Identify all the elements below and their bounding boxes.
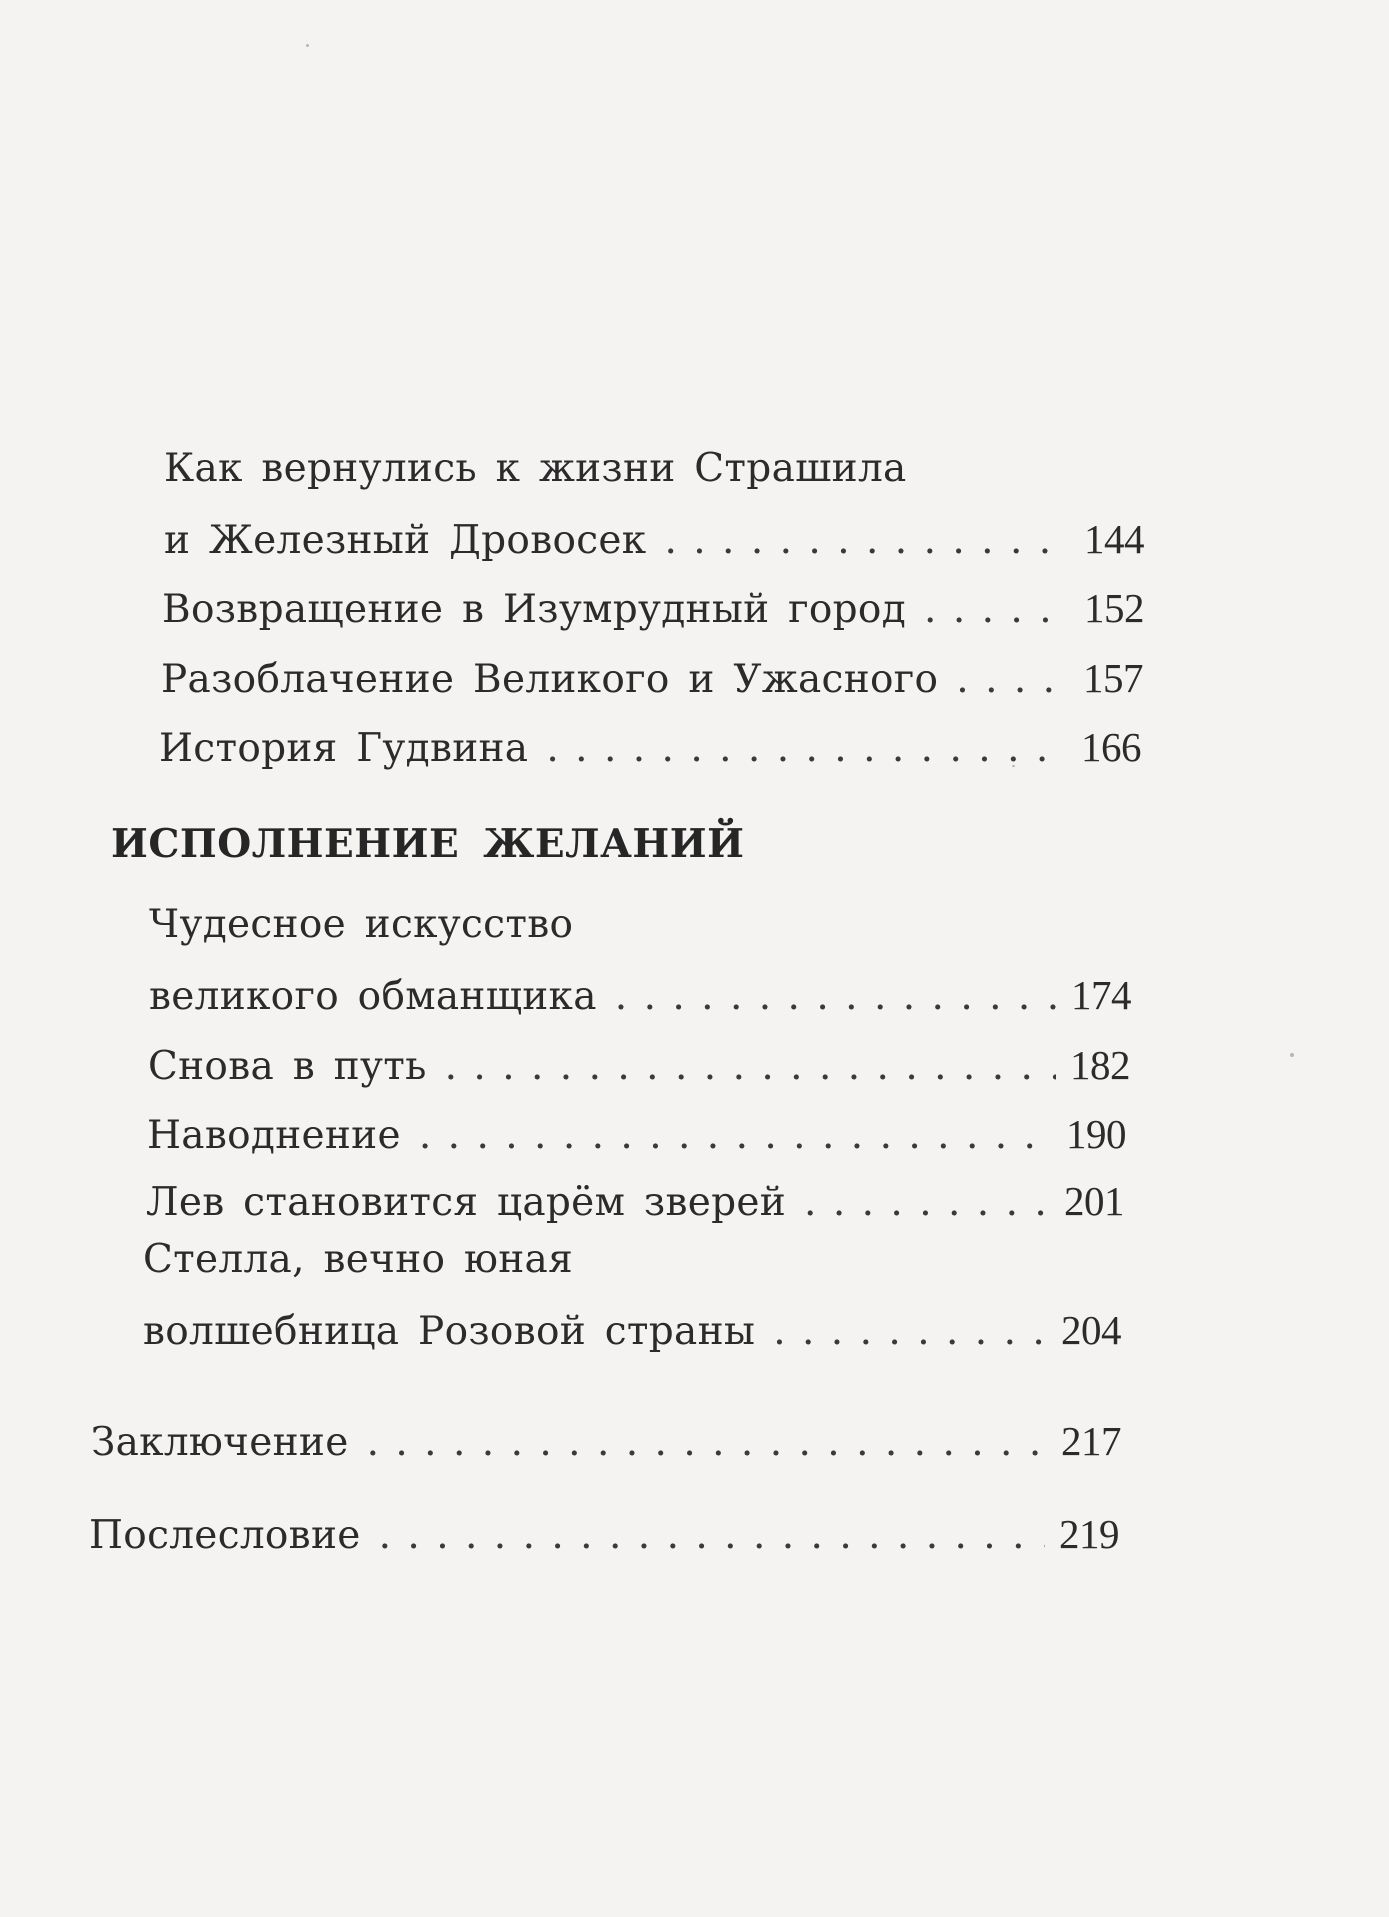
toc-entry [91,1406,1121,1478]
dot-leader [615,962,1057,1032]
toc-entry-title-line: Чудесное искусство [149,902,574,947]
toc-entry [161,643,1143,715]
dot-leader [419,1101,1052,1171]
dot-leader [546,714,1067,784]
toc-entry-title: Послесловие [89,1513,361,1558]
toc-entry-title-line: Стелла, вечно юная [143,1237,573,1282]
toc-entry-title-line: и Железный Дровосек [164,518,647,563]
toc-entry-title: История Гудвина [159,726,529,771]
toc-entry-title: Наводнение [147,1113,401,1158]
toc-entry [162,573,1144,645]
toc-page-number: 182 [1070,1042,1130,1088]
toc-entry [89,1499,1119,1571]
toc-page-number: 190 [1066,1111,1126,1157]
toc-entry-title-line: волшебница Розовой страны [143,1309,756,1354]
toc-entry-title: Лев становится царём зверей [146,1180,787,1225]
dot-leader [445,1032,1056,1102]
dot-leader [773,1297,1047,1367]
dot-leader [924,575,1070,645]
toc-entry [147,1099,1126,1171]
dot-leader [367,1408,1047,1478]
toc-page-number: 217 [1061,1418,1121,1464]
toc-entry [164,434,1144,576]
toc-page-number: 144 [1084,516,1144,562]
toc-page-number: 166 [1081,724,1141,770]
toc-entry-title: Заключение [91,1420,349,1465]
paper-speck [1012,765,1015,767]
toc-entry [149,890,1131,1032]
toc-entry [143,1225,1121,1367]
section-heading: ИСПОЛНЕНИЕ ЖЕЛАНИЙ [111,821,745,867]
toc-entry-title: Разоблачение Великого и Ужасного [161,657,939,702]
toc-entry [148,1030,1130,1102]
paper-speck [1290,1053,1294,1057]
dot-leader [956,645,1069,715]
toc-page-number: 152 [1084,585,1144,631]
toc-entry-title-line: Как вернулись к жизни Страшила [164,446,907,491]
toc-entry-title: Снова в путь [148,1044,427,1089]
toc-entry-title-line: великого обманщика [149,974,597,1019]
toc-page-number: 157 [1083,655,1143,701]
dot-leader [664,506,1070,576]
toc-entry-title: Возвращение в Изумрудный город [162,587,907,632]
toc-page-number: 219 [1059,1511,1119,1557]
dot-leader [379,1501,1045,1571]
toc-page-number: 174 [1071,972,1131,1018]
paper-speck [306,44,309,47]
toc-page-number: 204 [1061,1307,1121,1353]
toc-entry [159,712,1141,784]
toc-page-number: 201 [1064,1178,1124,1224]
